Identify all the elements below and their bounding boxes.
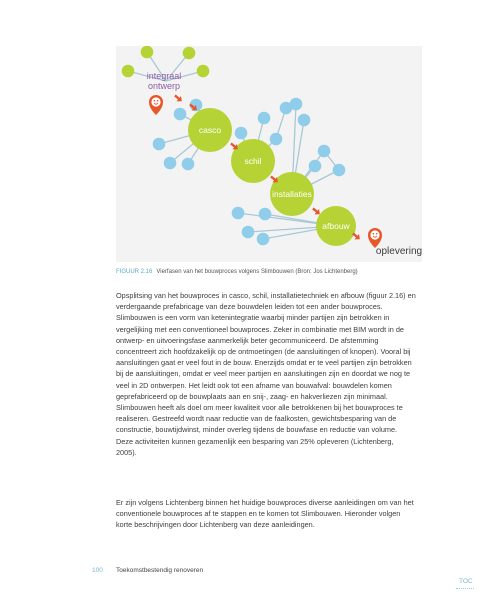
figure-caption xyxy=(116,269,358,275)
body-paragraph-2: Er zijn volgens Lichtenberg binnen het huidige bouwproces diverse aanleidingen om van het conventionele bouwproces af te stappen en te komen tot Slimbouwen. Hieronder volgen korte beschrijvingen door Lichtenberg van deze aanleidingen. xyxy=(116,498,414,530)
satellite-dot xyxy=(122,65,135,78)
phase-label-integraal-ontwerp-line: ontwerp xyxy=(147,81,181,91)
phase-label-integraal-ontwerp-line: integraal xyxy=(146,71,182,81)
phase-label-afbouw xyxy=(322,221,350,231)
phase-label-afbouw-line: afbouw xyxy=(322,221,350,231)
phase-label-oplevering xyxy=(376,246,422,257)
phase-label-oplevering-line: oplevering xyxy=(375,246,422,257)
running-title: Toekomstbestendig renoveren xyxy=(116,567,204,574)
body-paragraph-1: Opsplitsing van het bouwproces in casco, schil, installatietechniek en afbouw (figuur 2.16) en verdergaande prefabricage van deze bouwdelen leiden tot een ander bouwproces. Slimbouwen is een vorm van ketenintegratie waarbij minder partijen zijn betrokken in vergelijking met een conventioneel bouwproces. Zeker in combinatie met BIM wordt in de ontwerp- en uitvoeringsfase aanmerkelijk beter gecommuniceerd. De afstemming concentreert zich hoofdzakelijk op de ontmoetingen (de aansluitingen of knopen). Vooral bij aansluitingen gaat er veel fout in de bouw. Enerzijds omdat er te veel partijen zijn betrokken bij de aansluitingen, omdat er veel meer partijen en aansluitingen zijn en doordat we nog te veel in 2D ontwerpen. Het leidt ook tot een afname van bouwafval: bouwdelen komen geprefabriceerd op de bouwplaats aan en snij-, zaag- en hakverliezen zijn minimaal. Slimbouwen heeft als doel om meer kwaliteit voor alle betrokkenen bij het bouwproces te realiseren. Gestreefd wordt naar reductie van de faalkosten, gewichtsbesparing van de constructie, bouwtijdwinst, minder overleg tijdens de bouwfase en reductie van volume. Deze activiteiten kunnen gezamenlijk een besparing van 25% opleveren (Lichtenberg, 2005). xyxy=(116,291,416,457)
satellite-dot xyxy=(309,160,322,173)
satellite-dot xyxy=(197,65,210,78)
phase-label-installaties xyxy=(272,189,312,199)
pin-eye xyxy=(154,100,156,102)
satellite-dot xyxy=(257,233,270,246)
pin-face xyxy=(151,97,160,106)
satellite-dot xyxy=(270,133,283,146)
satellite-dot xyxy=(153,138,166,151)
person-pin-icon xyxy=(149,95,163,115)
figure-panel xyxy=(116,46,422,262)
toc-underline xyxy=(456,588,474,589)
pin-eye xyxy=(157,100,159,102)
satellite-dot xyxy=(174,108,187,121)
smiley-pin-icon xyxy=(368,228,382,248)
satellite-dot xyxy=(318,145,331,158)
satellite-dot xyxy=(298,114,311,127)
satellite-dot xyxy=(182,158,195,171)
satellite-dot xyxy=(242,226,255,239)
phase-label-integraal-ontwerp xyxy=(147,71,182,91)
flow-arrow xyxy=(173,93,184,104)
satellite-dot xyxy=(258,112,271,125)
satellite-dot xyxy=(235,127,248,140)
pin-eye xyxy=(373,233,375,235)
satellite-dot xyxy=(333,164,346,177)
phase-label-installaties-line: installaties xyxy=(272,189,312,199)
satellite-dot xyxy=(164,157,177,170)
satellite-dot xyxy=(259,208,272,221)
page-number: 100 xyxy=(92,567,103,574)
toc-link[interactable]: TOC xyxy=(459,578,473,585)
phase-label-schil xyxy=(244,156,261,166)
satellite-dot xyxy=(183,47,196,60)
satellite-dot xyxy=(232,207,245,220)
phase-label-casco xyxy=(199,125,221,135)
figure-label: FIGUUR 2.16 xyxy=(116,269,153,275)
pin-face xyxy=(370,230,379,239)
arrow-shape xyxy=(173,93,184,104)
satellite-dot xyxy=(141,46,154,58)
figure-caption-text: Vierfasen van het bouwproces volgens Slimbouwen (Bron: Jos Lichtenberg) xyxy=(156,269,358,275)
pin-eye xyxy=(376,233,378,235)
phase-label-casco-line: casco xyxy=(198,125,222,135)
process-diagram xyxy=(116,46,422,262)
satellite-dot xyxy=(280,102,293,115)
phase-label-schil-line: schil xyxy=(244,156,262,166)
